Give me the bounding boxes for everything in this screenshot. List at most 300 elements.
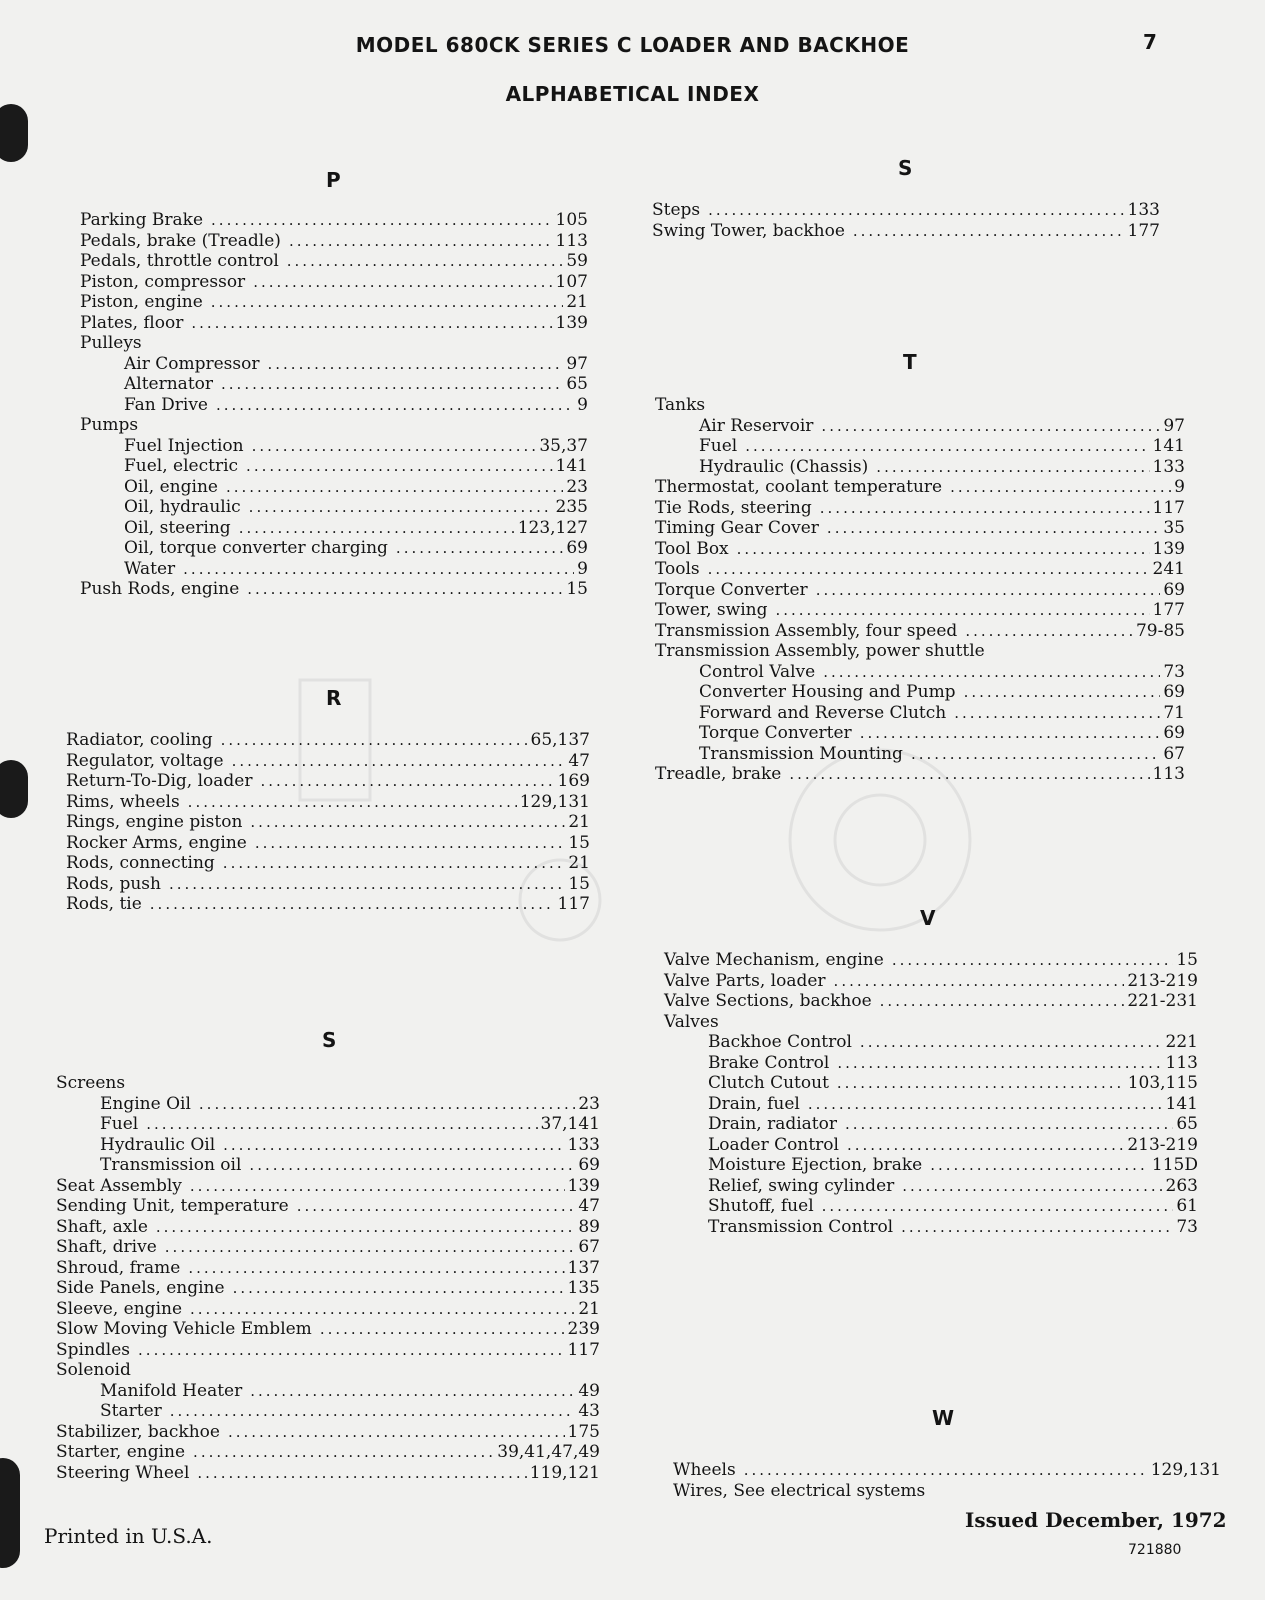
section-letter-s-left: S xyxy=(322,1028,337,1052)
leader-dots xyxy=(745,436,1149,456)
binder-hole-middle xyxy=(0,760,28,818)
index-entry-label: Oil, torque converter charging xyxy=(124,538,388,558)
index-entry-page: 23 xyxy=(578,1093,600,1114)
index-entry-page: 73 xyxy=(1163,661,1185,682)
index-entry-page: 133 xyxy=(1152,456,1185,477)
index-entry xyxy=(80,210,588,231)
index-entry-page: 133 xyxy=(567,1134,600,1155)
index-entry xyxy=(56,1299,600,1320)
index-entry xyxy=(56,1217,600,1238)
index-entry xyxy=(655,621,1185,642)
index-entry xyxy=(80,436,588,457)
index-entry xyxy=(673,1481,1221,1502)
index-entry-page: 47 xyxy=(568,750,590,771)
index-entry xyxy=(80,272,588,293)
index-entry-label: Rings, engine piston xyxy=(66,812,243,832)
section-letter-w: W xyxy=(932,1406,955,1430)
leader-dots xyxy=(287,251,564,271)
leader-dots xyxy=(216,395,574,415)
index-entry-label: Fan Drive xyxy=(124,394,208,415)
index-entry xyxy=(655,498,1185,519)
section-v-entries xyxy=(664,950,1198,1237)
leader-dots xyxy=(138,1340,565,1360)
index-entry xyxy=(673,1460,1221,1481)
leader-dots xyxy=(226,477,563,497)
leader-dots xyxy=(744,1460,1148,1480)
leader-dots xyxy=(737,539,1150,559)
index-entry xyxy=(80,374,588,395)
leader-dots xyxy=(860,723,1161,743)
index-entry-page: 139 xyxy=(555,312,588,333)
index-entry-label: Stabilizer, backhoe xyxy=(56,1421,220,1442)
section-t-entries xyxy=(655,395,1185,785)
index-entry xyxy=(655,764,1185,785)
document-code: 721880 xyxy=(1128,1542,1182,1558)
index-entry-page: 135 xyxy=(567,1278,600,1298)
leader-dots xyxy=(188,792,517,812)
index-entry-label: Air Compressor xyxy=(124,353,260,374)
index-entry xyxy=(56,1381,600,1402)
index-entry-page: 113 xyxy=(1165,1052,1198,1073)
index-entry xyxy=(655,723,1185,744)
index-entry xyxy=(66,771,590,792)
leader-dots xyxy=(847,1135,1124,1155)
index-entry-label: Valves xyxy=(664,1011,719,1032)
index-entry-label: Tool Box xyxy=(655,538,729,559)
index-entry-page: 89 xyxy=(578,1216,600,1237)
index-entry-page: 129,131 xyxy=(519,791,590,812)
index-entry-label: Steps xyxy=(652,200,701,220)
leader-dots xyxy=(211,210,553,230)
index-entry-label: Rocker Arms, engine xyxy=(66,832,247,853)
index-entry-label: Fuel, electric xyxy=(124,456,239,476)
index-entry-page: 103,115 xyxy=(1127,1073,1198,1093)
index-entry-page: 107 xyxy=(555,271,588,292)
leader-dots xyxy=(247,579,563,599)
index-entry xyxy=(66,894,590,915)
binder-hole-bottom xyxy=(0,1458,20,1568)
index-entry xyxy=(80,497,588,518)
index-entry-page: 175 xyxy=(567,1421,600,1442)
leader-dots xyxy=(816,580,1161,600)
leader-dots xyxy=(837,1053,1162,1073)
index-entry-page: 67 xyxy=(1163,743,1185,764)
index-entry-page: 65 xyxy=(1176,1114,1198,1134)
index-entry-label: Drain, radiator xyxy=(708,1114,837,1134)
index-entry-page: 141 xyxy=(555,456,588,476)
leader-dots xyxy=(197,1463,526,1483)
index-entry-label: Shaft, axle xyxy=(56,1216,148,1237)
index-entry xyxy=(664,1053,1198,1074)
leader-dots xyxy=(820,498,1150,518)
index-entry xyxy=(664,1155,1198,1176)
index-entry-label: Sleeve, engine xyxy=(56,1298,183,1319)
index-entry xyxy=(56,1237,600,1258)
index-entry xyxy=(66,730,590,751)
index-entry xyxy=(652,200,1160,221)
leader-dots xyxy=(249,497,553,517)
index-entry-label: Starter xyxy=(100,1401,162,1421)
index-entry-label: Steering Wheel xyxy=(56,1462,190,1483)
index-entry-label: Pedals, throttle control xyxy=(80,251,279,271)
index-entry-page: 59 xyxy=(566,251,588,271)
section-letter-t: T xyxy=(903,350,917,374)
index-entry-label: Oil, engine xyxy=(124,476,218,497)
index-entry-page: 73 xyxy=(1176,1216,1198,1237)
index-entry xyxy=(655,559,1185,580)
index-entry-page: 239 xyxy=(567,1319,600,1339)
index-entry-page: 119,121 xyxy=(529,1462,600,1483)
index-entry xyxy=(664,1032,1198,1053)
index-entry-label: Fuel Injection xyxy=(124,435,244,456)
index-entry-page: 79-85 xyxy=(1135,620,1185,641)
index-entry-page: 23 xyxy=(566,476,588,497)
index-entry xyxy=(80,231,588,252)
index-entry xyxy=(664,950,1198,971)
index-entry xyxy=(655,682,1185,703)
index-entry-label: Fuel xyxy=(699,436,738,456)
leader-dots xyxy=(860,1032,1163,1052)
index-entry xyxy=(655,395,1185,416)
index-entry-label: Tools xyxy=(655,559,700,579)
index-entry-label: Forward and Reverse Clutch xyxy=(699,702,947,723)
leader-dots xyxy=(156,1217,575,1237)
index-entry xyxy=(66,751,590,772)
index-entry xyxy=(664,1176,1198,1197)
leader-dots xyxy=(199,1094,575,1114)
leader-dots xyxy=(954,703,1160,723)
leader-dots xyxy=(880,991,1125,1011)
leader-dots xyxy=(221,730,528,750)
index-entry-page: 113 xyxy=(1152,764,1185,784)
index-entry-label: Piston, engine xyxy=(80,292,203,312)
index-entry-label: Push Rods, engine xyxy=(80,579,240,599)
index-entry xyxy=(664,1196,1198,1217)
index-entry-page: 105 xyxy=(555,210,588,230)
index-entry-page: 141 xyxy=(1152,436,1185,456)
index-entry-label: Piston, compressor xyxy=(80,271,246,292)
leader-dots xyxy=(191,313,552,333)
index-entry-label: Valve Mechanism, engine xyxy=(664,950,884,970)
leader-dots xyxy=(876,457,1149,477)
printed-in-note: Printed in U.S.A. xyxy=(44,1524,213,1548)
index-entry xyxy=(66,792,590,813)
index-entry-page: 21 xyxy=(578,1298,600,1319)
leader-dots xyxy=(827,518,1160,538)
index-entry-label: Thermostat, coolant temperature xyxy=(655,477,943,497)
index-entry-label: Wheels xyxy=(673,1460,736,1480)
index-entry xyxy=(664,1114,1198,1135)
index-entry-page: 15 xyxy=(1176,950,1198,970)
index-entry-page: 15 xyxy=(566,579,588,599)
index-entry xyxy=(80,456,588,477)
index-entry-page: 117 xyxy=(567,1339,600,1360)
index-entry-page: 117 xyxy=(1152,497,1185,518)
index-entry-page: 65,137 xyxy=(530,730,590,750)
index-entry-page: 213-219 xyxy=(1127,1134,1198,1155)
section-letter-p: P xyxy=(326,168,341,192)
index-entry-page: 213-219 xyxy=(1127,970,1198,991)
index-entry xyxy=(655,539,1185,560)
leader-dots xyxy=(950,477,1171,497)
index-entry xyxy=(56,1278,600,1299)
index-entry-label: Oil, steering xyxy=(124,517,231,538)
index-entry xyxy=(655,641,1185,662)
index-entry xyxy=(56,1196,600,1217)
index-entry xyxy=(664,1094,1198,1115)
index-entry xyxy=(56,1340,600,1361)
index-entry xyxy=(56,1176,600,1197)
index-entry-label: Transmission oil xyxy=(100,1155,242,1175)
index-entry-label: Seat Assembly xyxy=(56,1175,182,1196)
leader-dots xyxy=(169,874,565,894)
leader-dots xyxy=(221,374,563,394)
index-entry-page: 35,37 xyxy=(539,435,588,456)
index-entry xyxy=(655,518,1185,539)
leader-dots xyxy=(789,764,1149,784)
index-entry-label: Pulleys xyxy=(80,333,142,353)
leader-dots xyxy=(775,600,1149,620)
index-entry-label: Engine Oil xyxy=(100,1093,191,1114)
index-entry-page: 115D xyxy=(1151,1155,1198,1175)
index-entry-label: Rims, wheels xyxy=(66,791,180,812)
index-entry xyxy=(56,1319,600,1340)
leader-dots xyxy=(239,518,515,538)
index-entry-page: 9 xyxy=(577,394,588,415)
index-entry-page: 61 xyxy=(1176,1196,1198,1216)
index-entry-page: 43 xyxy=(578,1401,600,1421)
index-entry-page: 235 xyxy=(555,497,588,517)
leader-dots xyxy=(188,1258,564,1278)
index-entry xyxy=(56,1114,600,1135)
leader-dots xyxy=(193,1442,494,1462)
index-entry xyxy=(66,874,590,895)
index-entry-label: Slow Moving Vehicle Emblem xyxy=(56,1319,312,1339)
issued-date: Issued December, 1972 xyxy=(965,1508,1227,1532)
index-entry-label: Transmission Assembly, four speed xyxy=(655,620,958,641)
index-entry-page: 21 xyxy=(566,292,588,312)
index-entry xyxy=(655,457,1185,478)
leader-dots xyxy=(250,812,565,832)
leader-dots xyxy=(297,1196,576,1216)
leader-dots xyxy=(834,971,1125,991)
section-r-entries xyxy=(66,730,590,915)
leader-dots xyxy=(223,853,566,873)
leader-dots xyxy=(146,1114,537,1134)
leader-dots xyxy=(250,1381,575,1401)
index-entry-label: Manifold Heater xyxy=(100,1380,243,1401)
index-entry-label: Alternator xyxy=(124,374,214,394)
leader-dots xyxy=(252,436,537,456)
index-entry-page: 133 xyxy=(1127,200,1160,220)
index-entry-label: Clutch Cutout xyxy=(708,1073,829,1093)
index-entry-label: Shaft, drive xyxy=(56,1237,157,1257)
index-entry-label: Regulator, voltage xyxy=(66,750,224,771)
leader-dots xyxy=(853,221,1125,241)
index-entry-page: 263 xyxy=(1165,1175,1198,1196)
index-entry xyxy=(655,436,1185,457)
index-entry-label: Wires, See electrical systems xyxy=(673,1480,926,1501)
section-letter-s-right: S xyxy=(898,156,913,180)
index-entry-page: 21 xyxy=(568,853,590,873)
index-entry xyxy=(652,221,1160,242)
index-entry-page: 65 xyxy=(566,374,588,394)
index-entry xyxy=(56,1442,600,1463)
index-entry xyxy=(80,292,588,313)
index-entry-page: 113 xyxy=(555,230,588,251)
binder-hole-top xyxy=(0,104,28,162)
document-header-title: MODEL 680CK SERIES C LOADER AND BACKHOE xyxy=(355,33,910,57)
index-entry-label: Return-To-Dig, loader xyxy=(66,771,253,791)
leader-dots xyxy=(190,1176,565,1196)
index-entry-label: Valve Parts, loader xyxy=(664,970,826,991)
index-entry xyxy=(80,559,588,580)
leader-dots xyxy=(708,200,1124,220)
index-entry xyxy=(66,853,590,874)
index-entry-label: Screens xyxy=(56,1073,126,1093)
index-entry-label: Control Valve xyxy=(699,661,816,682)
leader-dots xyxy=(183,559,574,579)
section-letter-v: V xyxy=(920,906,936,930)
leader-dots xyxy=(261,771,555,791)
index-entry xyxy=(56,1073,600,1094)
index-entry xyxy=(80,333,588,354)
index-entry-label: Transmission Control xyxy=(708,1216,894,1237)
section-letter-r: R xyxy=(326,686,342,710)
index-entry xyxy=(66,812,590,833)
index-entry-label: Transmission Assembly, power shuttle xyxy=(655,641,985,661)
leader-dots xyxy=(246,456,553,476)
section-s-left-entries xyxy=(56,1073,600,1483)
index-entry xyxy=(56,1360,600,1381)
leader-dots xyxy=(892,950,1174,970)
index-entry xyxy=(80,518,588,539)
index-entry-label: Side Panels, engine xyxy=(56,1278,225,1298)
index-entry xyxy=(56,1422,600,1443)
index-entry-label: Brake Control xyxy=(708,1052,830,1073)
index-entry-page: 15 xyxy=(568,873,590,894)
index-entry-page: 69 xyxy=(566,538,588,558)
index-entry xyxy=(664,971,1198,992)
section-s-right-entries xyxy=(652,200,1160,241)
index-entry xyxy=(664,1073,1198,1094)
index-entry-label: Timing Gear Cover xyxy=(655,518,819,538)
leader-dots xyxy=(911,744,1160,764)
index-entry xyxy=(80,415,588,436)
index-entry xyxy=(56,1155,600,1176)
leader-dots xyxy=(708,559,1150,579)
index-entry-page: 71 xyxy=(1163,702,1185,723)
leader-dots xyxy=(821,416,1160,436)
leader-dots xyxy=(965,621,1133,641)
index-entry-label: Rods, push xyxy=(66,873,161,894)
index-entry-page: 39,41,47,49 xyxy=(497,1442,600,1462)
index-entry-page: 47 xyxy=(578,1196,600,1216)
leader-dots xyxy=(150,894,555,914)
index-entry-label: Shutoff, fuel xyxy=(708,1196,814,1216)
index-entry-page: 69 xyxy=(1163,723,1185,743)
index-entry-label: Plates, floor xyxy=(80,312,184,333)
index-entry-label: Moisture Ejection, brake xyxy=(708,1155,923,1175)
leader-dots xyxy=(249,1155,575,1175)
index-entry-page: 49 xyxy=(578,1380,600,1401)
index-entry-label: Transmission Mounting xyxy=(699,743,903,764)
index-entry-label: Tie Rods, steering xyxy=(655,497,812,518)
leader-dots xyxy=(901,1217,1173,1237)
index-entry-page: 69 xyxy=(1163,579,1185,600)
index-entry xyxy=(80,579,588,600)
index-entry xyxy=(664,1135,1198,1156)
index-entry-label: Radiator, cooling xyxy=(66,730,213,750)
index-entry xyxy=(80,354,588,375)
leader-dots xyxy=(823,662,1160,682)
leader-dots xyxy=(170,1401,576,1421)
leader-dots xyxy=(232,751,566,771)
index-entry-label: Backhoe Control xyxy=(708,1032,852,1052)
index-entry xyxy=(664,1217,1198,1238)
leader-dots xyxy=(190,1299,575,1319)
index-entry-label: Swing Tower, backhoe xyxy=(652,220,845,241)
index-entry xyxy=(80,395,588,416)
index-entry-page: 97 xyxy=(1163,415,1185,436)
index-entry-page: 177 xyxy=(1127,220,1160,241)
index-entry-label: Solenoid xyxy=(56,1360,131,1380)
index-entry-label: Hydraulic (Chassis) xyxy=(699,456,869,477)
index-entry-page: 139 xyxy=(1152,538,1185,559)
index-entry-label: Spindles xyxy=(56,1339,131,1360)
index-entry-page: 123,127 xyxy=(517,517,588,538)
index-entry-label: Shroud, frame xyxy=(56,1257,181,1278)
index-entry-page: 9 xyxy=(577,558,588,579)
leader-dots xyxy=(902,1176,1162,1196)
leader-dots xyxy=(223,1135,564,1155)
index-entry-page: 241 xyxy=(1152,559,1185,579)
leader-dots xyxy=(211,292,564,312)
index-entry xyxy=(655,416,1185,437)
leader-dots xyxy=(837,1073,1125,1093)
index-entry-label: Hydraulic Oil xyxy=(100,1134,216,1155)
index-entry-page: 177 xyxy=(1152,600,1185,620)
index-entry xyxy=(655,600,1185,621)
leader-dots xyxy=(822,1196,1174,1216)
index-entry-page: 221 xyxy=(1165,1032,1198,1052)
index-entry-label: Sending Unit, temperature xyxy=(56,1196,289,1216)
index-entry xyxy=(664,991,1198,1012)
index-entry-label: Loader Control xyxy=(708,1134,839,1155)
index-entry-label: Relief, swing cylinder xyxy=(708,1175,895,1196)
leader-dots xyxy=(268,354,564,374)
leader-dots xyxy=(165,1237,576,1257)
index-entry-page: 169 xyxy=(557,771,590,791)
index-entry xyxy=(80,313,588,334)
index-entry xyxy=(80,477,588,498)
index-entry-page: 35 xyxy=(1163,518,1185,538)
index-entry-page: 129,131 xyxy=(1150,1460,1221,1480)
section-w-entries xyxy=(673,1460,1221,1501)
leader-dots xyxy=(845,1114,1173,1134)
page-number: 7 xyxy=(1143,30,1157,54)
index-entry-page: 37,141 xyxy=(540,1114,600,1134)
index-entry xyxy=(655,744,1185,765)
index-entry xyxy=(655,703,1185,724)
index-entry-label: Starter, engine xyxy=(56,1442,186,1462)
index-entry-label: Air Reservoir xyxy=(699,415,814,436)
index-entry-label: Drain, fuel xyxy=(708,1093,800,1114)
index-entry-label: Tanks xyxy=(655,395,706,415)
index-entry-page: 69 xyxy=(578,1155,600,1175)
index-entry xyxy=(655,477,1185,498)
leader-dots xyxy=(228,1422,565,1442)
